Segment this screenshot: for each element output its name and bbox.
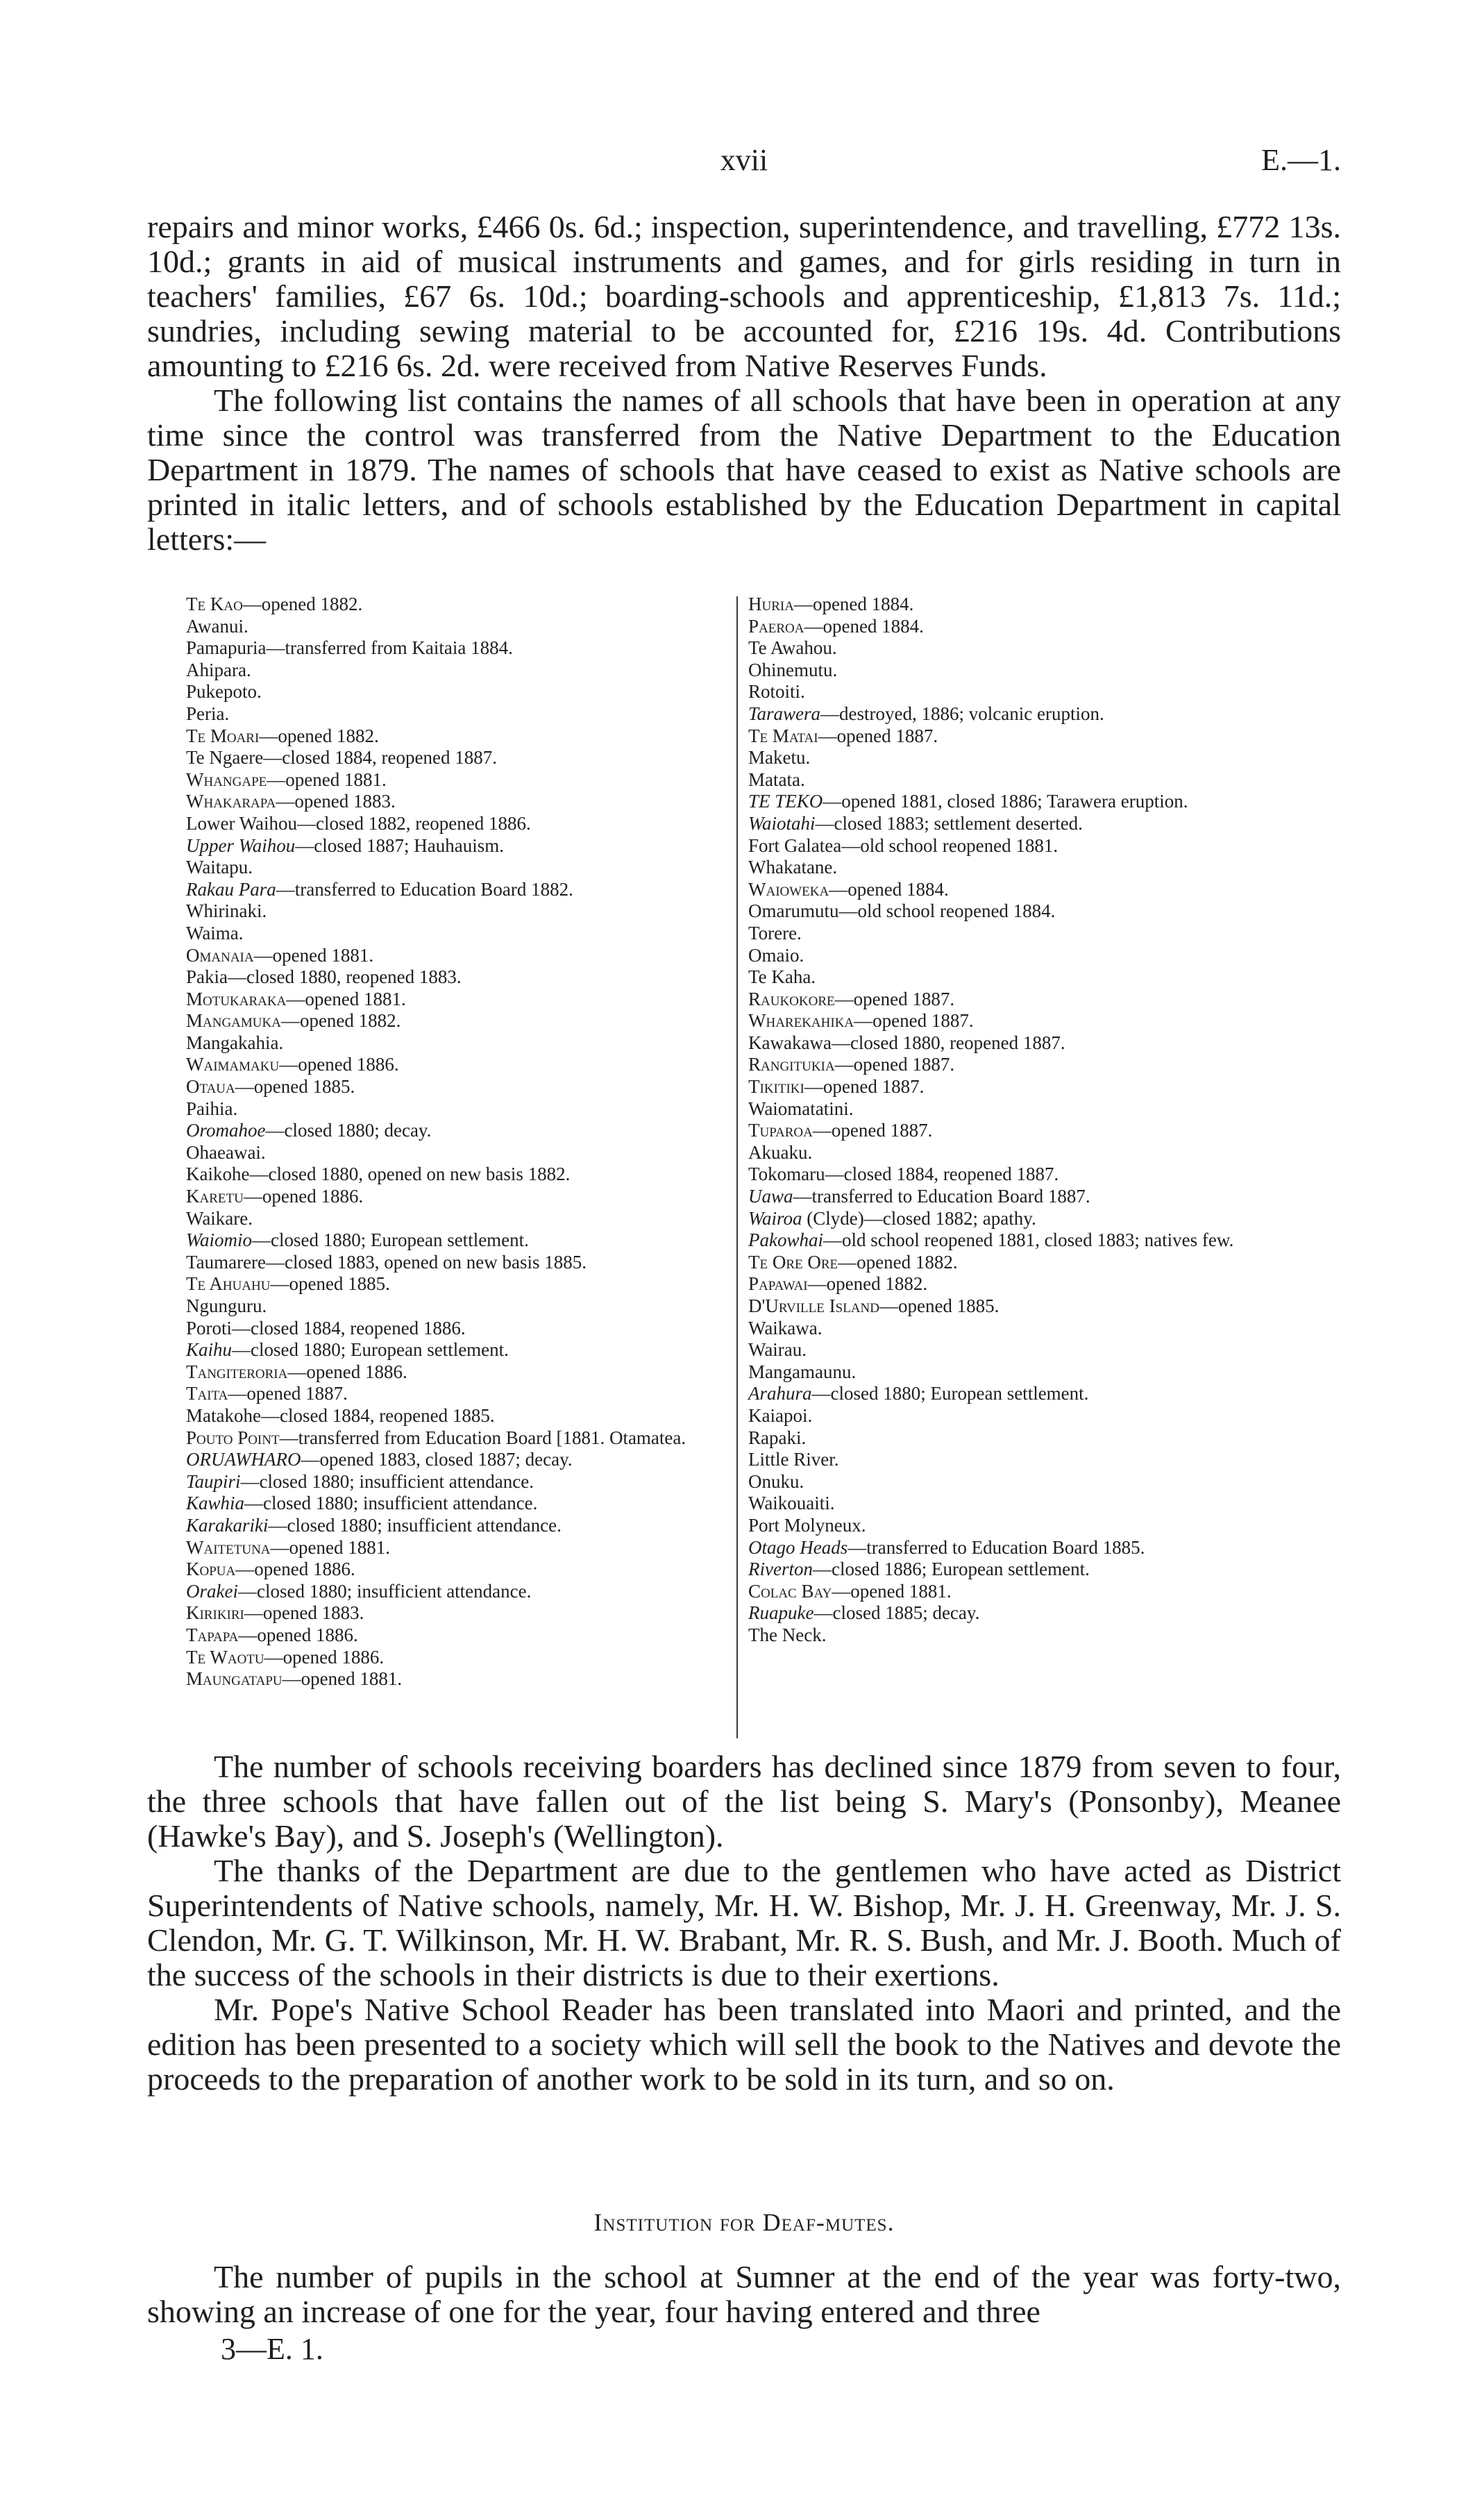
school-name: Te Kao	[186, 594, 243, 614]
school-entry	[186, 1295, 727, 1318]
school-note: —closed 1880; insufficient attendance.	[237, 1580, 532, 1602]
school-name: Rapaki.	[748, 1427, 807, 1448]
school-entry	[186, 660, 727, 682]
school-note: —opened 1885.	[270, 1273, 390, 1295]
school-name: Whangape	[186, 769, 267, 790]
paragraph-sumner-school: The number of pupils in the school at Sumner at the end of the year was forty-two, showing an increase of one for the year, four having entered and three	[147, 2259, 1341, 2329]
document-code: E.—1.	[1261, 143, 1341, 177]
school-name: Poroti	[186, 1317, 233, 1338]
school-note: —opened 1887.	[854, 1010, 974, 1032]
school-name: The Neck.	[748, 1624, 827, 1645]
school-name: Uawa	[748, 1186, 793, 1207]
school-name: Waikare.	[186, 1207, 253, 1229]
school-note: —opened 1887.	[834, 1054, 955, 1075]
closing-text	[147, 1749, 1341, 2097]
school-entry	[186, 1273, 727, 1295]
school-entry	[186, 1559, 727, 1581]
deaf-mutes-text	[147, 2260, 1341, 2329]
school-note: —opened 1881.	[267, 769, 387, 790]
school-name: Omarumutu	[748, 900, 839, 922]
school-name: Mangakahia.	[186, 1032, 284, 1053]
school-name: Matata.	[748, 769, 805, 790]
school-note: —closed 1880; decay.	[265, 1120, 432, 1141]
school-name: Omaio.	[748, 944, 804, 966]
school-entry	[186, 989, 727, 1011]
school-entry	[748, 681, 1352, 703]
school-name: Arahura	[748, 1383, 812, 1404]
school-entry	[186, 1471, 727, 1493]
school-entry	[186, 1076, 727, 1098]
school-name: Upper Waihou	[186, 834, 296, 856]
page-header	[147, 142, 1341, 184]
school-note: —opened 1886.	[238, 1624, 358, 1645]
school-name: Lower Waihou	[186, 812, 298, 834]
school-entry	[748, 1142, 1352, 1164]
school-name: Kirikiri	[186, 1602, 244, 1624]
school-entry	[748, 1602, 1352, 1625]
school-entry	[186, 857, 727, 879]
school-name: Pamapuria	[186, 637, 267, 659]
school-name: TE TEKO	[748, 791, 823, 812]
school-entry	[186, 1602, 727, 1625]
school-name: Whakatane.	[748, 857, 838, 878]
school-note: —closed 1880; insufficient attendance.	[240, 1470, 534, 1492]
school-name: Rakau Para	[186, 878, 276, 900]
paragraph-superintendents: The thanks of the Department are due to the gentlemen who have acted as District Superintendents of Native schools, namely, Mr. H. W. Bishop, Mr. J. H. Greenway, Mr. J. S. Clendon, Mr. G. T. Wilkinson, Mr. H. W. Brabant, Mr. R. S. Bush, and Mr. J. Booth. Much of the success of the schools in their districts is due to their exertions.	[147, 1853, 1341, 1992]
school-note: —old school reopened 1881.	[841, 834, 1059, 856]
school-note: —old school reopened 1881, closed 1883; natives few.	[823, 1229, 1234, 1251]
school-entry	[186, 1010, 727, 1032]
school-note: —opened 1885.	[879, 1295, 1000, 1316]
school-entry	[748, 966, 1352, 989]
school-name: Wharekahika	[748, 1010, 854, 1032]
school-name: Waitapu.	[186, 857, 253, 878]
school-name: Te Waotu	[186, 1646, 264, 1668]
school-name: Fort Galatea	[748, 834, 842, 856]
school-note: —opened 1882.	[838, 1251, 958, 1273]
school-note: —closed 1880, opened on new basis 1882.	[249, 1164, 571, 1185]
school-note: —closed 1882, reopened 1886.	[297, 812, 531, 834]
school-name: Rotoiti.	[748, 681, 805, 703]
school-name: Kawakawa	[748, 1032, 832, 1053]
school-entry	[748, 1032, 1352, 1055]
school-name: Kopua	[186, 1559, 236, 1580]
school-name: Pakia	[186, 966, 228, 988]
school-name: Maketu.	[748, 747, 811, 769]
school-entry	[186, 1318, 727, 1340]
school-name: Little River.	[748, 1449, 839, 1470]
school-name: Waima.	[186, 922, 244, 943]
school-note: —closed 1884, reopened 1887.	[263, 747, 497, 769]
school-name: Whakarapa	[186, 791, 276, 812]
school-note: —closed 1880; European settlement.	[811, 1383, 1089, 1404]
school-entry	[748, 616, 1352, 638]
school-name: Ngunguru.	[186, 1295, 267, 1316]
school-entry	[748, 1164, 1352, 1186]
school-note: —opened 1883.	[276, 791, 396, 812]
school-name: Te Ore Ore	[748, 1251, 838, 1273]
school-note: —opened 1881.	[253, 944, 374, 966]
school-name: Ruapuke	[748, 1602, 814, 1624]
school-entry	[186, 879, 727, 901]
school-entry	[186, 1361, 727, 1384]
school-entry	[186, 966, 727, 989]
school-note: —closed 1884, reopened 1886.	[232, 1317, 466, 1338]
school-entry	[748, 989, 1352, 1011]
school-name: Te Ahuahu	[186, 1273, 271, 1295]
school-name: Otago Heads	[748, 1536, 848, 1558]
school-entry	[748, 1405, 1352, 1427]
school-entry	[748, 725, 1352, 748]
school-note: —transferred to Education Board 1882.	[276, 878, 573, 900]
school-name: Paeroa	[748, 615, 804, 637]
school-note: —opened 1887.	[812, 1120, 933, 1141]
school-entry	[748, 813, 1352, 835]
school-entry	[748, 900, 1352, 923]
school-entry	[186, 923, 727, 945]
school-name: Raukokore	[748, 988, 835, 1009]
school-entry	[748, 1625, 1352, 1647]
school-entry	[186, 703, 727, 725]
school-name: Waiotahi	[748, 812, 816, 834]
school-name: Waikawa.	[748, 1317, 823, 1338]
school-entry	[748, 1361, 1352, 1384]
school-name: Wairau.	[748, 1339, 807, 1361]
school-name: Pouto Point	[186, 1427, 280, 1448]
school-name: Tuparoa	[748, 1120, 813, 1141]
school-entry	[748, 1252, 1352, 1274]
school-name: Ahipara.	[186, 659, 251, 680]
school-name: Ohaeawai.	[186, 1141, 266, 1163]
school-note: —opened 1886.	[243, 1186, 364, 1207]
school-entry	[748, 1054, 1352, 1076]
school-entry	[186, 1427, 727, 1450]
school-name: Riverton	[748, 1559, 813, 1580]
school-note: —opened 1881.	[832, 1580, 952, 1602]
school-entry	[748, 1208, 1352, 1230]
school-entry	[186, 1625, 727, 1647]
school-note: —opened 1885.	[235, 1076, 355, 1098]
page-number: xvii	[720, 143, 768, 177]
school-entry	[748, 1493, 1352, 1515]
school-name: Omanaia	[186, 944, 254, 966]
school-note: —closed 1880; insufficient attendance.	[268, 1514, 562, 1536]
school-entry	[748, 1515, 1352, 1537]
school-note: —opened 1881.	[270, 1536, 390, 1558]
school-name: Waitetuna	[186, 1536, 271, 1558]
school-note: —opened 1882.	[242, 594, 363, 614]
school-note: —opened 1887.	[834, 988, 955, 1009]
school-name: Tarawera	[748, 703, 821, 724]
school-note: —old school reopened 1884.	[838, 900, 1056, 922]
school-name: Kawhia	[186, 1493, 245, 1514]
school-entry	[748, 857, 1352, 879]
school-note: —opened 1887.	[228, 1383, 348, 1404]
school-entry	[748, 1318, 1352, 1340]
school-name: Wairoa	[748, 1207, 802, 1229]
school-note: —opened 1881, closed 1886; Tarawera eruption.	[823, 791, 1188, 812]
school-entry	[186, 1120, 727, 1142]
school-note: —opened 1882.	[807, 1273, 928, 1295]
school-entry	[748, 1559, 1352, 1581]
school-note: —opened 1883, closed 1887; decay.	[301, 1449, 573, 1470]
school-entry	[748, 923, 1352, 945]
school-entry	[186, 1252, 727, 1274]
school-entry	[186, 791, 727, 813]
school-entry	[748, 594, 1352, 616]
school-name: Waiomio	[186, 1229, 253, 1251]
school-note: —transferred to Education Board 1885.	[848, 1536, 1145, 1558]
school-entry	[748, 660, 1352, 682]
school-entry	[186, 813, 727, 835]
school-note: —opened 1883.	[244, 1602, 364, 1624]
school-note: —opened 1886.	[279, 1054, 399, 1075]
page-footer: 3—E. 1.	[221, 2332, 323, 2366]
school-name: Colac Bay	[748, 1580, 832, 1602]
school-name: Karakariki	[186, 1514, 269, 1536]
school-name: Waimamaku	[186, 1054, 280, 1075]
school-note: —transferred from Kaitaia 1884.	[266, 637, 513, 659]
school-name: Te Awahou.	[748, 637, 837, 659]
school-entry	[186, 1186, 727, 1208]
school-name: Pukepoto.	[186, 681, 262, 703]
school-note: —destroyed, 1886; volcanic eruption.	[820, 703, 1104, 724]
school-entry	[186, 637, 727, 660]
school-entry	[748, 1076, 1352, 1098]
school-list-left-column	[186, 594, 727, 1690]
school-name: Motukaraka	[186, 988, 287, 1009]
paragraph-boarders: The number of schools receiving boarders has declined since 1879 from seven to four, the three schools that have fallen out of the list being S. Mary's (Ponsonby), Meanee (Hawke's Bay), and S. Joseph's (Wellington).	[147, 1749, 1341, 1854]
school-entry	[748, 1120, 1352, 1142]
school-entry	[748, 703, 1352, 725]
school-note: —opened 1882.	[259, 725, 379, 746]
school-entry	[748, 1098, 1352, 1120]
school-entry	[748, 1449, 1352, 1471]
school-entry	[186, 594, 727, 616]
school-name: Huria	[748, 594, 794, 614]
school-note: (Clyde)—closed 1882; apathy.	[802, 1207, 1036, 1229]
school-name: Taita	[186, 1383, 228, 1404]
school-name: Pakowhai	[748, 1229, 823, 1251]
school-name: Peria.	[186, 703, 230, 724]
school-entry	[748, 1383, 1352, 1405]
school-name: Rangitukia	[748, 1054, 835, 1075]
section-heading-deaf-mutes: Institution for Deaf-mutes.	[593, 2208, 895, 2236]
school-entry	[186, 835, 727, 857]
school-name: Kaikohe	[186, 1164, 250, 1185]
school-note: —opened 1882.	[280, 1010, 401, 1032]
school-entry	[748, 791, 1352, 813]
school-entry	[186, 1054, 727, 1076]
school-name: Paihia.	[186, 1098, 238, 1119]
school-entry	[186, 1142, 727, 1164]
intro-text	[147, 210, 1341, 557]
school-name: Te Moari	[186, 725, 260, 746]
school-entry	[186, 1098, 727, 1120]
paragraph-expenditure: repairs and minor works, £466 0s. 6d.; inspection, superintendence, and travelling, £772 13s. 10d.; grants in aid of musical instruments and games, and for girls residing in turn in teachers' families, £67 6s. 10d.; boarding-schools and apprenticeship, £1,813 7s. 11d.; sundries, including sewing material to be accounted for, £216 19s. 4d. Contributions amounting to £216 6s. 2d. were received from Native Reserves Funds.	[147, 209, 1341, 383]
school-entry	[748, 637, 1352, 660]
school-entry	[748, 1010, 1352, 1032]
school-entry	[186, 1581, 727, 1603]
school-note: —closed 1887; Hauhauism.	[295, 834, 504, 856]
school-note: —transferred to Education Board 1887.	[793, 1186, 1090, 1207]
school-entry	[186, 616, 727, 638]
school-name: Mangamaunu.	[748, 1361, 857, 1382]
school-entry	[186, 1493, 727, 1515]
school-entry	[186, 1537, 727, 1559]
school-entry	[186, 1383, 727, 1405]
school-name: Akuaku.	[748, 1141, 813, 1163]
school-name: Waiomatatini.	[748, 1098, 854, 1119]
school-entry	[748, 747, 1352, 769]
school-entry	[186, 1229, 727, 1252]
school-name: Ohinemutu.	[748, 659, 838, 680]
school-entry	[748, 835, 1352, 857]
school-note: —closed 1880, reopened 1887.	[831, 1032, 1065, 1053]
school-entry	[748, 1186, 1352, 1208]
school-entry	[748, 1427, 1352, 1450]
school-name: Mangamuka	[186, 1010, 281, 1032]
school-entry	[186, 1668, 727, 1690]
school-note: —closed 1880, reopened 1883.	[228, 966, 462, 988]
school-name: Whirinaki.	[186, 900, 267, 922]
paragraph-school-reader: Mr. Pope's Native School Reader has been translated into Maori and printed, and the edition has been presented to a society which will sell the book to the Natives and devote the proceeds to the preparation of another work to be sold in its turn, and so on.	[147, 1992, 1341, 2097]
school-name: Te Matai	[748, 725, 818, 746]
school-note: —opened 1887.	[818, 725, 938, 746]
column-divider	[736, 596, 738, 1738]
school-note: —opened 1887.	[804, 1076, 925, 1098]
school-entry	[186, 1032, 727, 1055]
school-note: —closed 1880; European settlement.	[252, 1229, 529, 1251]
school-note: —opened 1886.	[287, 1361, 407, 1382]
school-name: Karetu	[186, 1186, 244, 1207]
school-note: —closed 1883; settlement deserted.	[815, 812, 1083, 834]
school-note: —opened 1886.	[264, 1646, 385, 1668]
school-note: —opened 1886.	[235, 1559, 355, 1580]
school-entry	[186, 1164, 727, 1186]
school-name: Papawai	[748, 1273, 808, 1295]
school-name: Tapapa	[186, 1624, 239, 1645]
school-entry	[748, 879, 1352, 901]
school-entry	[186, 1339, 727, 1361]
school-entry	[748, 1295, 1352, 1318]
school-note: —opened 1884.	[793, 594, 914, 614]
school-name: Tangiteroria	[186, 1361, 288, 1382]
school-entry	[186, 945, 727, 967]
school-name: D'Urville Island	[748, 1295, 879, 1316]
school-entry	[748, 1537, 1352, 1559]
school-note: —closed 1883, opened on new basis 1885.	[266, 1251, 587, 1273]
school-name: Otaua	[186, 1076, 235, 1098]
school-entry	[748, 1273, 1352, 1295]
school-entry	[186, 681, 727, 703]
school-name: Waioweka	[748, 878, 829, 900]
school-note: —opened 1881.	[286, 988, 406, 1009]
school-note: —opened 1884.	[829, 878, 949, 900]
school-note: —closed 1885; decay.	[813, 1602, 980, 1624]
school-entry	[186, 747, 727, 769]
school-list-right-column	[748, 594, 1352, 1647]
school-entry	[748, 945, 1352, 967]
school-name: Matakohe	[186, 1404, 261, 1426]
school-name: Te Kaha.	[748, 966, 816, 988]
school-note: —closed 1884, reopened 1885.	[260, 1404, 495, 1426]
school-name: Tokomaru	[748, 1164, 825, 1185]
school-name: Maungatapu	[186, 1668, 283, 1690]
school-entry	[186, 769, 727, 791]
school-entry	[748, 1339, 1352, 1361]
school-name: Kaihu	[186, 1339, 233, 1361]
school-note: —closed 1880; European settlement.	[232, 1339, 509, 1361]
school-entry	[186, 900, 727, 923]
school-name: Awanui.	[186, 615, 248, 637]
school-entry	[748, 1581, 1352, 1603]
school-name: Tikitiki	[748, 1076, 804, 1098]
school-name: Kaiapoi.	[748, 1404, 813, 1426]
school-note: —transferred from Education Board [1881. Otamatea.	[279, 1427, 686, 1448]
school-name: Te Ngaere	[186, 747, 264, 769]
school-entry	[748, 769, 1352, 791]
school-note: —closed 1880; insufficient attendance.	[244, 1493, 538, 1514]
school-entry	[186, 1515, 727, 1537]
paragraph-list-intro: The following list contains the names of all schools that have been in operation at any time since the control was transferred from the Native Department to the Education Department in 1879. The names of schools that have ceased to exist as Native schools are printed in italic letters, and of schools established by the Education Department in capital letters:—	[147, 383, 1341, 557]
school-entry	[186, 1405, 727, 1427]
school-entry	[186, 1647, 727, 1669]
school-note: —closed 1886; European settlement.	[812, 1559, 1090, 1580]
school-note: —opened 1884.	[804, 615, 924, 637]
school-name: Onuku.	[748, 1470, 804, 1492]
school-name: Torere.	[748, 922, 802, 943]
school-entry	[186, 725, 727, 748]
school-name: Taumarere	[186, 1251, 267, 1273]
school-name: Port Molyneux.	[748, 1514, 866, 1536]
school-name: Oromahoe	[186, 1120, 266, 1141]
school-note: —opened 1881.	[282, 1668, 403, 1690]
school-name: Taupiri	[186, 1470, 241, 1492]
school-name: Waikouaiti.	[748, 1493, 835, 1514]
school-entry	[748, 1471, 1352, 1493]
school-name: Orakei	[186, 1580, 238, 1602]
school-entry	[186, 1449, 727, 1471]
school-name: ORUAWHARO	[186, 1449, 301, 1470]
school-note: —closed 1884, reopened 1887.	[825, 1164, 1059, 1185]
school-entry	[748, 1229, 1352, 1252]
school-list	[186, 594, 1352, 1743]
school-entry	[186, 1208, 727, 1230]
